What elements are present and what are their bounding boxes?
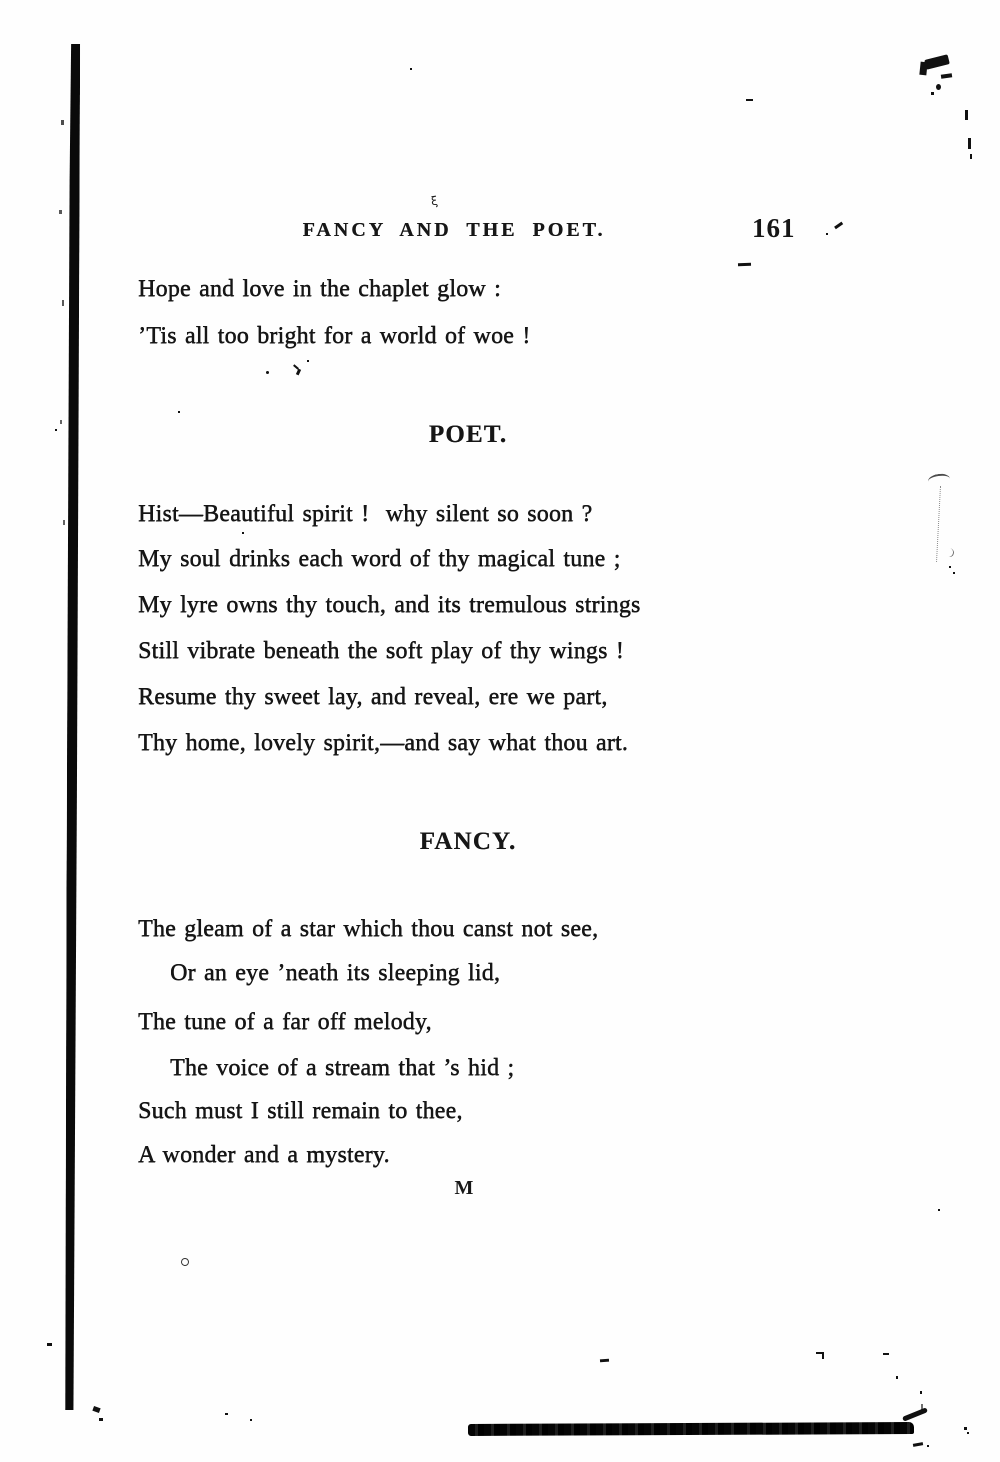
- ink-speck: [936, 84, 941, 90]
- ink-speck: [178, 411, 180, 413]
- ink-speck: [941, 73, 952, 78]
- ink-speck: [970, 154, 972, 159]
- ink-speck: [59, 210, 62, 214]
- ink-speck: [883, 1353, 889, 1355]
- ink-speck: [931, 92, 934, 95]
- section-heading-fancy: FANCY.: [419, 828, 517, 855]
- ink-speck: [920, 1391, 922, 1394]
- ink-speck: [225, 1413, 228, 1415]
- ink-speck: [250, 1419, 252, 1421]
- ink-speck: [55, 429, 57, 431]
- ink-speck: [266, 371, 269, 374]
- ink-speck: [921, 1404, 923, 1412]
- ink-speck: [60, 420, 62, 424]
- ink-speck: [410, 68, 412, 70]
- ink-speck: [965, 110, 968, 120]
- ink-speck: [822, 1354, 824, 1359]
- poem-line: The gleam of a star which thou canst not see,: [138, 916, 599, 942]
- scan-artifact-bar: [468, 1422, 914, 1436]
- ink-speck: [600, 1359, 609, 1363]
- ink-squiggle: [936, 486, 941, 562]
- binding-edge-bar: [65, 44, 80, 1410]
- poem-line: Resume thy sweet lay, and reveal, ere we part,: [138, 684, 608, 710]
- poem-line: A wonder and a mystery.: [138, 1142, 390, 1168]
- ink-speck: [949, 566, 951, 568]
- poem-line: The voice of a stream that ’s hid ;: [170, 1055, 515, 1081]
- poem-line: ’Tis all too bright for a world of woe !: [138, 323, 531, 349]
- ink-speck: ξ: [430, 193, 439, 209]
- ink-speck: [738, 263, 751, 266]
- ink-speck: [953, 572, 955, 574]
- ink-speck: [61, 120, 64, 125]
- ink-speck: [242, 532, 244, 534]
- page-number: 161: [752, 213, 796, 243]
- poem-line: My lyre owns thy touch, and its tremulous strings: [138, 592, 641, 618]
- poem-line: Such must I still remain to thee,: [138, 1098, 463, 1124]
- ink-speck: [180, 1257, 190, 1267]
- poem-line: Thy home, lovely spirit,—and say what thou art.: [138, 730, 628, 756]
- ink-speck: [47, 1343, 52, 1346]
- ink-speck: [913, 1442, 923, 1447]
- ink-speck: [62, 300, 64, 306]
- running-header-title: FANCY AND THE POET.: [302, 219, 606, 241]
- section-heading-poet: POET.: [428, 421, 508, 448]
- ink-speck: [746, 99, 753, 101]
- ink-speck: [938, 1209, 940, 1211]
- ink-speck: [927, 1445, 929, 1447]
- poem-line: The tune of a far off melody,: [138, 1009, 432, 1035]
- poem-line: Hope and love in the chaplet glow :: [138, 276, 501, 302]
- ink-speck: [307, 360, 309, 362]
- ink-speck: [967, 1432, 969, 1434]
- ink-speck: [968, 138, 971, 149]
- ink-speck: [63, 520, 65, 525]
- poem-line: Or an eye ’neath its sleeping lid,: [170, 960, 501, 986]
- ink-speck: [919, 62, 927, 76]
- ink-speck: [924, 54, 950, 70]
- ink-speck: [296, 369, 301, 376]
- signature-mark: M: [454, 1177, 474, 1199]
- ink-squiggle: [943, 547, 955, 558]
- scan-artifact-bar-tail: [902, 1407, 928, 1421]
- poem-line: Still vibrate beneath the soft play of thy wings !: [138, 638, 624, 664]
- poem-line: My soul drinks each word of thy magical tune ;: [138, 546, 621, 572]
- poem-line: Hist—Beautiful spirit ! why silent so soon ?: [138, 501, 593, 527]
- ink-speck: [896, 1376, 898, 1379]
- ink-speck: [964, 1427, 967, 1430]
- ink-speck: [99, 1418, 103, 1421]
- ink-speck: [92, 1406, 100, 1413]
- ink-speck: [826, 233, 828, 235]
